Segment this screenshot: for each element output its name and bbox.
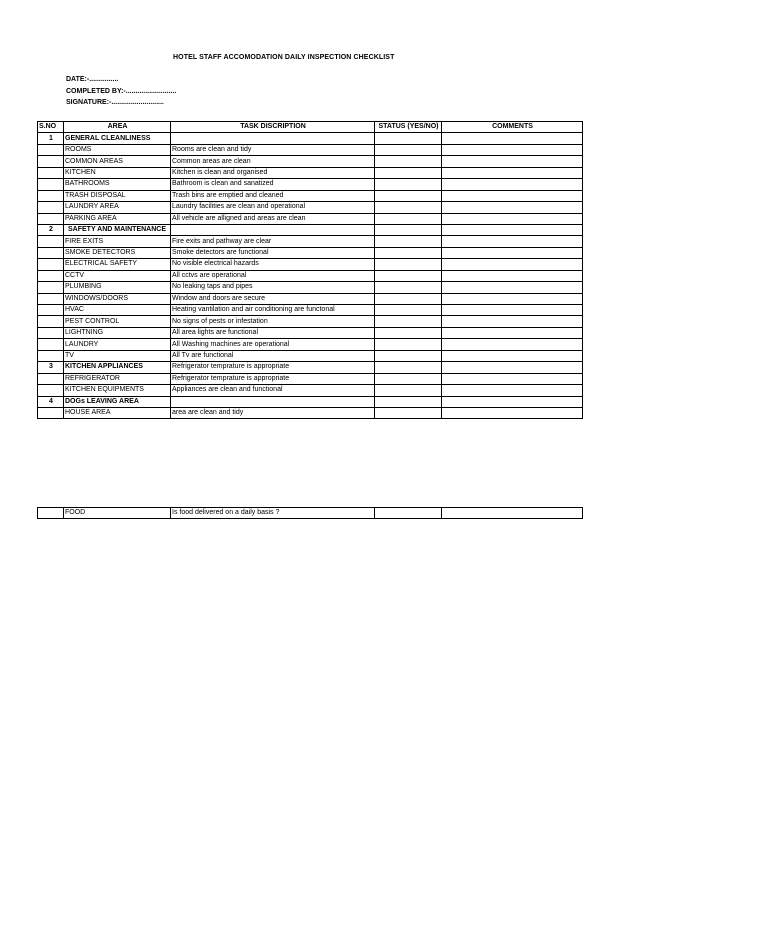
row-task: No leaking taps and pipes	[171, 282, 375, 293]
row-task: Heating vantilation and air conditioning are functonal	[171, 305, 375, 316]
row-sno	[38, 282, 64, 293]
header-status: STATUS (YES/NO)	[375, 122, 442, 133]
row-area: FOOD	[64, 508, 171, 519]
row-sno	[38, 327, 64, 338]
row-status-cell[interactable]	[375, 156, 442, 167]
row-task: Laundry facilities are clean and operational	[171, 202, 375, 213]
row-area: SAFETY AND MAINTENANCE	[64, 224, 171, 235]
row-sno	[38, 167, 64, 178]
table-row	[38, 190, 583, 201]
row-area: ELECTRICAL SAFETY	[64, 259, 171, 270]
section-row	[38, 362, 583, 373]
row-task: All Tv are functional	[171, 350, 375, 361]
row-area: PLUMBING	[64, 282, 171, 293]
row-status-cell[interactable]	[375, 179, 442, 190]
table-body	[38, 133, 583, 419]
row-comments-cell[interactable]	[442, 247, 583, 258]
row-status-cell[interactable]	[375, 167, 442, 178]
table-row	[38, 247, 583, 258]
row-status-cell[interactable]	[375, 293, 442, 304]
row-sno: 4	[38, 396, 64, 407]
row-area: BATHROOMS	[64, 179, 171, 190]
row-sno: 3	[38, 362, 64, 373]
row-status-cell[interactable]	[375, 508, 442, 519]
row-status-cell[interactable]	[375, 396, 442, 407]
row-area: PEST CONTROL	[64, 316, 171, 327]
row-status-cell[interactable]	[375, 213, 442, 224]
row-comments-cell[interactable]	[442, 179, 583, 190]
section-row	[38, 396, 583, 407]
signature-line: SIGNATURE:-...........................	[66, 99, 164, 106]
row-comments-cell[interactable]	[442, 202, 583, 213]
row-area: FIRE EXITS	[64, 236, 171, 247]
table-row	[38, 305, 583, 316]
table-row	[38, 508, 583, 519]
table-row	[38, 339, 583, 350]
table-row	[38, 144, 583, 155]
row-area: DOGs LEAVING AREA	[64, 396, 171, 407]
row-area: PARKING AREA	[64, 213, 171, 224]
row-area: ROOMS	[64, 144, 171, 155]
inspection-table	[37, 121, 583, 419]
row-comments-cell[interactable]	[442, 259, 583, 270]
row-sno	[38, 270, 64, 281]
row-task: area are clean and tidy	[171, 407, 375, 418]
row-task: Trash bins are emptied and cleaned	[171, 190, 375, 201]
row-comments-cell[interactable]	[442, 508, 583, 519]
row-sno	[38, 350, 64, 361]
row-status-cell[interactable]	[375, 270, 442, 281]
row-task: Rooms are clean and tidy	[171, 144, 375, 155]
row-area: KITCHEN EQUIPMENTS	[64, 385, 171, 396]
row-task: Window and doors are secure	[171, 293, 375, 304]
row-task: Appliances are clean and functional	[171, 385, 375, 396]
table-row	[38, 213, 583, 224]
row-sno	[38, 202, 64, 213]
row-comments-cell[interactable]	[442, 236, 583, 247]
row-status-cell[interactable]	[375, 236, 442, 247]
row-area: SMOKE DETECTORS	[64, 247, 171, 258]
row-sno	[38, 259, 64, 270]
row-comments-cell[interactable]	[442, 224, 583, 235]
row-sno	[38, 407, 64, 418]
row-task: No visible electrical hazards	[171, 259, 375, 270]
row-area: HOUSE AREA	[64, 407, 171, 418]
row-comments-cell[interactable]	[442, 385, 583, 396]
row-comments-cell[interactable]	[442, 213, 583, 224]
table-row	[38, 385, 583, 396]
row-task: No signs of pests or infestation	[171, 316, 375, 327]
row-area: KITCHEN	[64, 167, 171, 178]
row-task: Kitchen is clean and organised	[171, 167, 375, 178]
row-comments-cell[interactable]	[442, 362, 583, 373]
row-task: All Washing machines are operational	[171, 339, 375, 350]
table-row	[38, 293, 583, 304]
table-row	[38, 270, 583, 281]
row-area: GENERAL CLEANLINESS	[64, 133, 171, 144]
row-area: TV	[64, 350, 171, 361]
row-comments-cell[interactable]	[442, 167, 583, 178]
row-comments-cell[interactable]	[442, 396, 583, 407]
table-row	[38, 167, 583, 178]
row-sno: 2	[38, 224, 64, 235]
row-area: LAUNDRY	[64, 339, 171, 350]
date-line: DATE:-...............	[66, 76, 119, 83]
row-status-cell[interactable]	[375, 362, 442, 373]
row-area: KITCHEN APPLIANCES	[64, 362, 171, 373]
table-row	[38, 327, 583, 338]
row-task: All area lights are functional	[171, 327, 375, 338]
row-comments-cell[interactable]	[442, 305, 583, 316]
row-task: Is food delivered on a daily basis ?	[171, 508, 375, 519]
header-area: AREA	[64, 122, 171, 133]
row-comments-cell[interactable]	[442, 339, 583, 350]
row-sno	[38, 293, 64, 304]
row-comments-cell[interactable]	[442, 373, 583, 384]
row-comments-cell[interactable]	[442, 407, 583, 418]
row-task: Refrigerator temprature is appropriate	[171, 362, 375, 373]
row-status-cell[interactable]	[375, 385, 442, 396]
row-sno	[38, 213, 64, 224]
table-row	[38, 407, 583, 418]
table-row	[38, 259, 583, 270]
header-sno: S.NO	[38, 122, 64, 133]
row-task: All cctvs are operational	[171, 270, 375, 281]
row-comments-cell[interactable]	[442, 144, 583, 155]
row-sno	[38, 373, 64, 384]
document-title: HOTEL STAFF ACCOMODATION DAILY INSPECTION CHECKLIST	[173, 54, 395, 61]
row-task	[171, 133, 375, 144]
row-task: Common areas are clean	[171, 156, 375, 167]
row-sno	[38, 385, 64, 396]
row-comments-cell[interactable]	[442, 270, 583, 281]
row-status-cell[interactable]	[375, 247, 442, 258]
row-comments-cell[interactable]	[442, 327, 583, 338]
row-sno: 1	[38, 133, 64, 144]
row-area: LAUNDRY AREA	[64, 202, 171, 213]
row-sno	[38, 247, 64, 258]
completed-by-line: COMPLETED BY:-..........................	[66, 88, 177, 95]
row-task	[171, 396, 375, 407]
food-table	[37, 507, 583, 519]
row-status-cell[interactable]	[375, 316, 442, 327]
row-status-cell[interactable]	[375, 305, 442, 316]
row-sno	[38, 316, 64, 327]
row-area: COMMON AREAS	[64, 156, 171, 167]
row-sno	[38, 339, 64, 350]
row-comments-cell[interactable]	[442, 316, 583, 327]
row-task	[171, 224, 375, 235]
row-area: HVAC	[64, 305, 171, 316]
row-task: All vehicle are alligned and areas are clean	[171, 213, 375, 224]
row-task: Bathroom is clean and sanatized	[171, 179, 375, 190]
table-row	[38, 316, 583, 327]
table-row	[38, 282, 583, 293]
row-status-cell[interactable]	[375, 350, 442, 361]
row-status-cell[interactable]	[375, 327, 442, 338]
row-sno	[38, 156, 64, 167]
table-header-row	[38, 122, 583, 133]
row-status-cell[interactable]	[375, 190, 442, 201]
row-status-cell[interactable]	[375, 202, 442, 213]
section-row	[38, 133, 583, 144]
row-comments-cell[interactable]	[442, 190, 583, 201]
row-status-cell[interactable]	[375, 224, 442, 235]
header-task: TASK DISCRIPTION	[171, 122, 375, 133]
row-area: REFRIGERATOR	[64, 373, 171, 384]
row-comments-cell[interactable]	[442, 156, 583, 167]
row-comments-cell[interactable]	[442, 282, 583, 293]
table-row	[38, 156, 583, 167]
row-area: LIGHTNING	[64, 327, 171, 338]
row-comments-cell[interactable]	[442, 133, 583, 144]
row-status-cell[interactable]	[375, 144, 442, 155]
header-comments: COMMENTS	[442, 122, 583, 133]
table-row	[38, 236, 583, 247]
row-task: Fire exits and pathway are clear	[171, 236, 375, 247]
row-status-cell[interactable]	[375, 282, 442, 293]
row-status-cell[interactable]	[375, 407, 442, 418]
row-area: CCTV	[64, 270, 171, 281]
row-status-cell[interactable]	[375, 133, 442, 144]
row-status-cell[interactable]	[375, 373, 442, 384]
row-status-cell[interactable]	[375, 259, 442, 270]
section-row	[38, 224, 583, 235]
table-row	[38, 179, 583, 190]
row-sno	[38, 190, 64, 201]
row-area: WINDOWS/DOORS	[64, 293, 171, 304]
row-task: Refrigerator temprature is appropriate	[171, 373, 375, 384]
row-area: TRASH DISPOSAL	[64, 190, 171, 201]
row-sno	[38, 508, 64, 519]
row-sno	[38, 236, 64, 247]
table-row	[38, 373, 583, 384]
row-task: Smoke detectors are functional	[171, 247, 375, 258]
row-sno	[38, 305, 64, 316]
row-comments-cell[interactable]	[442, 293, 583, 304]
row-status-cell[interactable]	[375, 339, 442, 350]
row-comments-cell[interactable]	[442, 350, 583, 361]
table-row	[38, 202, 583, 213]
row-sno	[38, 144, 64, 155]
row-sno	[38, 179, 64, 190]
table-row	[38, 350, 583, 361]
